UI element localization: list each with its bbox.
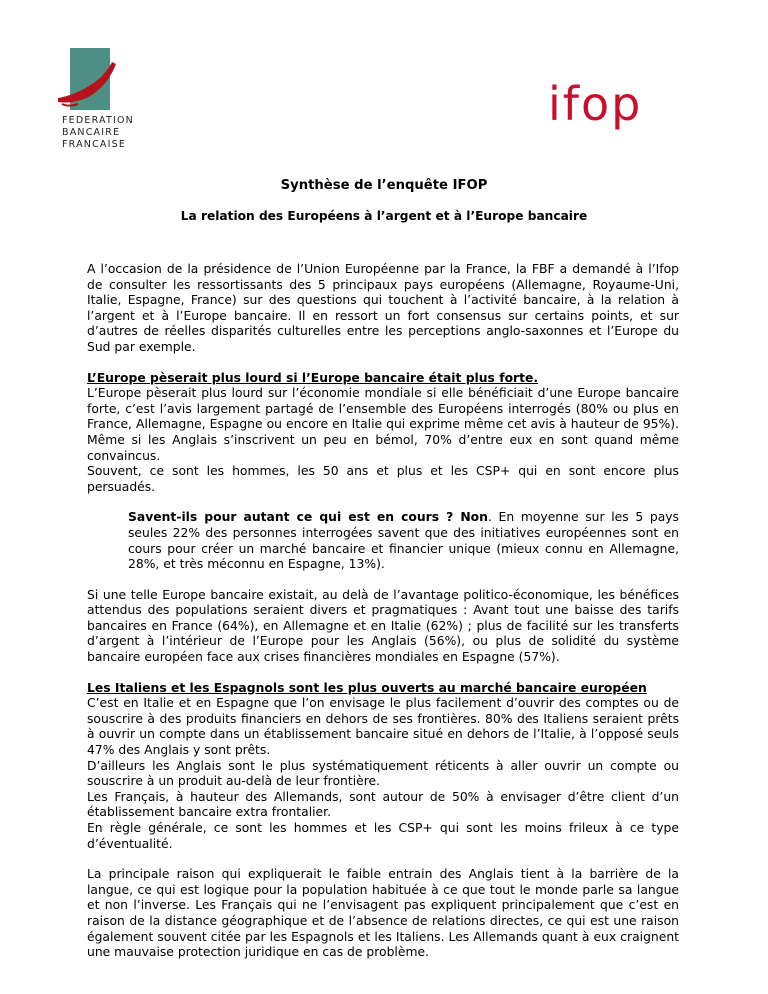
ifop-logo-text: ifop: [548, 80, 643, 131]
intro-paragraph: A l’occasion de la présidence de l’Union Européenne par la France, la FBF a demandé à l’Ifop de consulter les ressortissants des 5 principaux pays européens (Allemagne, Royaume-Uni, Italie, Espagne, France) sur des questions qui touchent à l’activité bancaire, à la relation à l’argent et à l’Europe bancaire. Il en ressort un fort consensus sur certains points, et sur d’autres de réelles disparités culturelles entre les perceptions anglo-saxonnes et l’Europe du Sud par exemple.: [87, 262, 679, 354]
section1-paragraph-1: L’Europe pèserait plus lourd sur l’économie mondiale si elle bénéficiait d’une Europe bancaire forte, c’est l’avis largement partagé de l’ensemble des Européens interrogés (80% ou plus en France, Allemagne, Espagne ou encore en Italie qui exprime même cet avis à hauteur de 95%). Même si les Anglais s’inscrivent un peu en bémol, 70% d’entre eux en sont quand même convaincus.: [87, 386, 679, 463]
section2-paragraph-3: Les Français, à hauteur des Allemands, sont autour de 50% à envisager d’être client d’un établissement bancaire extra frontalier.: [87, 789, 679, 820]
section1-paragraph-2: Souvent, ce sont les hommes, les 50 ans et plus et les CSP+ qui en sont encore plus persuadés.: [87, 464, 679, 494]
indented-question: Savent-ils pour autant ce qui est en cours ? Non: [128, 510, 488, 525]
section2-paragraph-2: D’ailleurs les Anglais sont le plus systématiquement réticents à aller ouvrir un compte ou souscrire à un produit au-delà de leur frontière.: [87, 758, 679, 789]
section1-paragraph-3: Si une telle Europe bancaire existait, au delà de l’avantage politico-économique, les bénéfices attendus des populations seraient divers et pragmatiques : Avant tout une baisse des tarifs bancaires en France (64%), en Allemagne et en Italie (62%) ; plus de facilité sur les transferts d’argent à l’intérieur de l’Europe pour les Anglais (56%), ou plus de solidité du système bancaire européen face aux crises financières mondiales en Espagne (57%).: [87, 587, 679, 665]
indented-answer: . En moyenne sur les 5 pays seules 22% des personnes interrogées savent que des initiatives européennes sont en cours pour créer un marché bancaire et financier unique (mieux connu en Allemagne, 28%, et très méconnu en Espagne, 13%).: [128, 510, 679, 572]
section2-heading: Les Italiens et les Espagnols sont les plus ouverts au marché bancaire européen: [87, 680, 647, 695]
section2-paragraph-5: La principale raison qui expliquerait le faible entrain des Anglais tient à la barrière de la langue, ce qui est logique pour la population habituée à ce que tout le monde parle sa langue et non l’inverse. Les Français qui ne l’envisagent pas expliquent principalement que c’est en raison de la distance géographique et de l’absence de relations directes, ce qui est une raison également souvent citée par les Espagnols et les Italiens. Les Allemands quant à eux craignent une mauvaise protection juridique en cas de problème.: [87, 867, 679, 960]
document-title: Synthèse de l’enquête IFOP: [280, 178, 488, 193]
fbf-name-line-2: BANCAIRE: [62, 127, 121, 138]
document-subtitle: La relation des Européens à l’argent et à l’Europe bancaire: [180, 209, 588, 223]
document-body: [87, 262, 679, 961]
fbf-name-line-3: FRANCAISE: [62, 139, 127, 150]
section2-paragraph-1: C’est en Italie et en Espagne que l’on envisage le plus facilement d’ouvrir des comptes ou de souscrire à des produits financiers en dehors de ses frontières. 80% des Italiens seraient prêts à ouvrir un compte dans un établissement bancaire situé en dehors de l’Italie, à l’opposé seuls 47% des Anglais y sont prêts.: [87, 696, 679, 758]
ifop-logo-mark: [548, 80, 698, 132]
section1-heading: L’Europe pèserait plus lourd si l’Europe bancaire était plus forte.: [87, 370, 539, 385]
fbf-name-line-1: FEDERATION: [62, 115, 134, 126]
section1-indented-paragraph: [128, 510, 679, 572]
section2-paragraph-4: En règle générale, ce sont les hommes et les CSP+ qui sont les moins frileux à ce type d’éventualité.: [87, 821, 679, 851]
ifop-logo: [548, 80, 698, 132]
